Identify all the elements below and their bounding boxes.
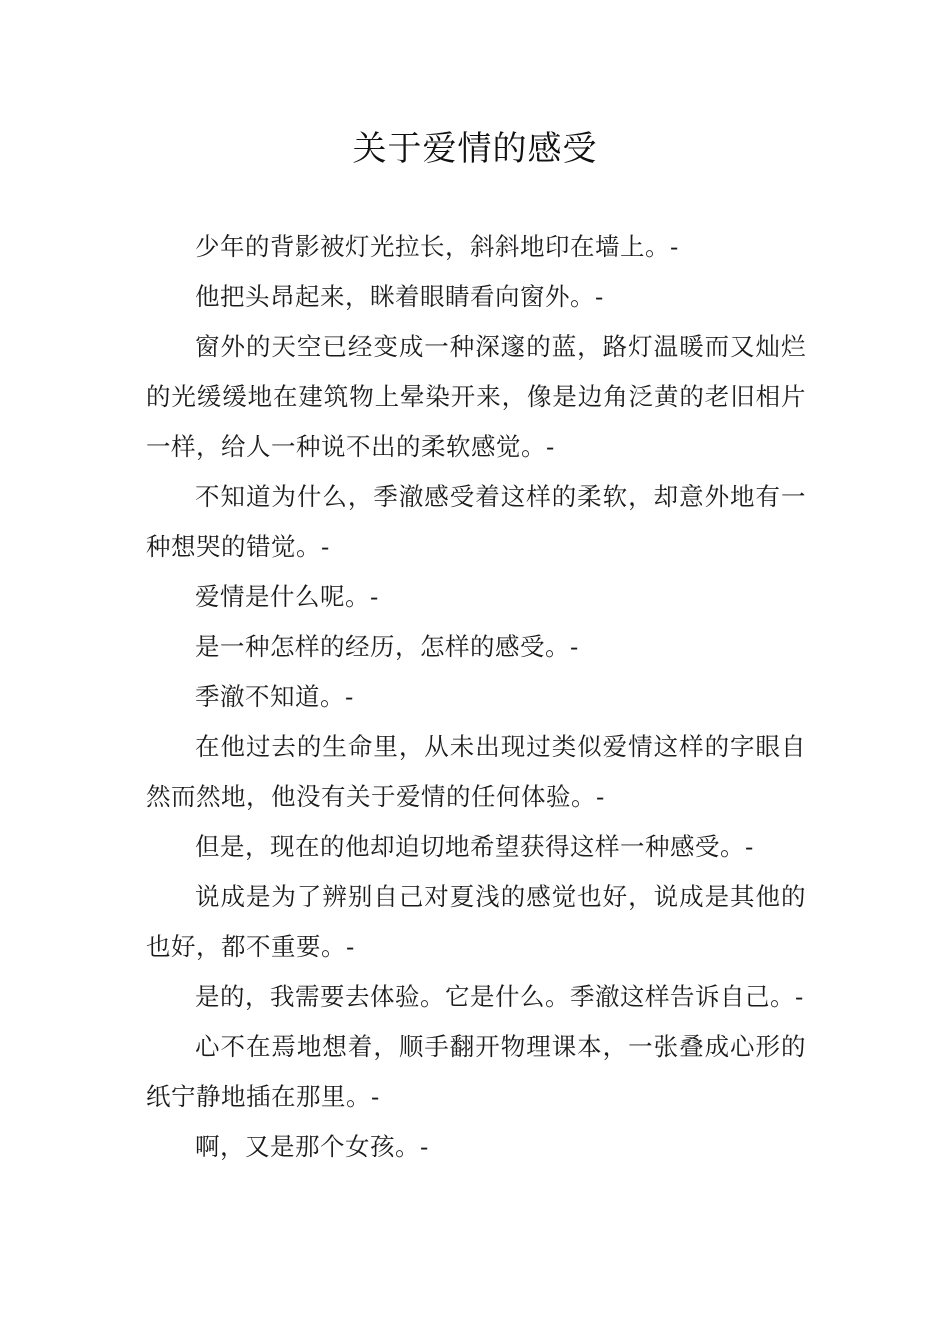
paragraph: 他把头昂起来，眯着眼睛看向窗外。- — [195, 282, 604, 311]
paragraph: 少年的背影被灯光拉长，斜斜地印在墙上。- — [195, 232, 679, 261]
document-title: 关于爱情的感受 — [352, 129, 598, 169]
paragraph: 是一种怎样的经历，怎样的感受。- — [195, 632, 579, 661]
paragraph: 但是，现在的他却迫切地希望获得这样一种感受。- — [195, 832, 754, 861]
paragraph: 是的，我需要去体验。它是什么。季澈这样告诉自己。- — [195, 982, 804, 1011]
paragraph: 季澈不知道。- — [195, 682, 354, 711]
paragraph: 说成是为了辨别自己对夏浅的感觉也好，说成是其他的也好，都不重要。- — [146, 882, 806, 961]
paragraph: 不知道为什么，季澈感受着这样的柔软，却意外地有一种想哭的错觉。- — [146, 482, 806, 561]
paragraph: 啊，又是那个女孩。- — [195, 1132, 429, 1161]
paragraph: 窗外的天空已经变成一种深邃的蓝，路灯温暖而又灿烂的光缓缓地在建筑物上晕染开来，像是边角泛黄的老旧相片一样，给人一种说不出的柔软感觉。- — [146, 332, 806, 461]
paragraph: 心不在焉地想着，顺手翻开物理课本，一张叠成心形的纸宁静地插在那里。- — [146, 1032, 806, 1111]
paragraph: 在他过去的生命里，从未出现过类似爱情这样的字眼自然而然地，他没有关于爱情的任何体验。- — [146, 732, 806, 811]
paragraph: 爱情是什么呢。- — [195, 582, 379, 611]
document-body — [146, 222, 806, 1172]
